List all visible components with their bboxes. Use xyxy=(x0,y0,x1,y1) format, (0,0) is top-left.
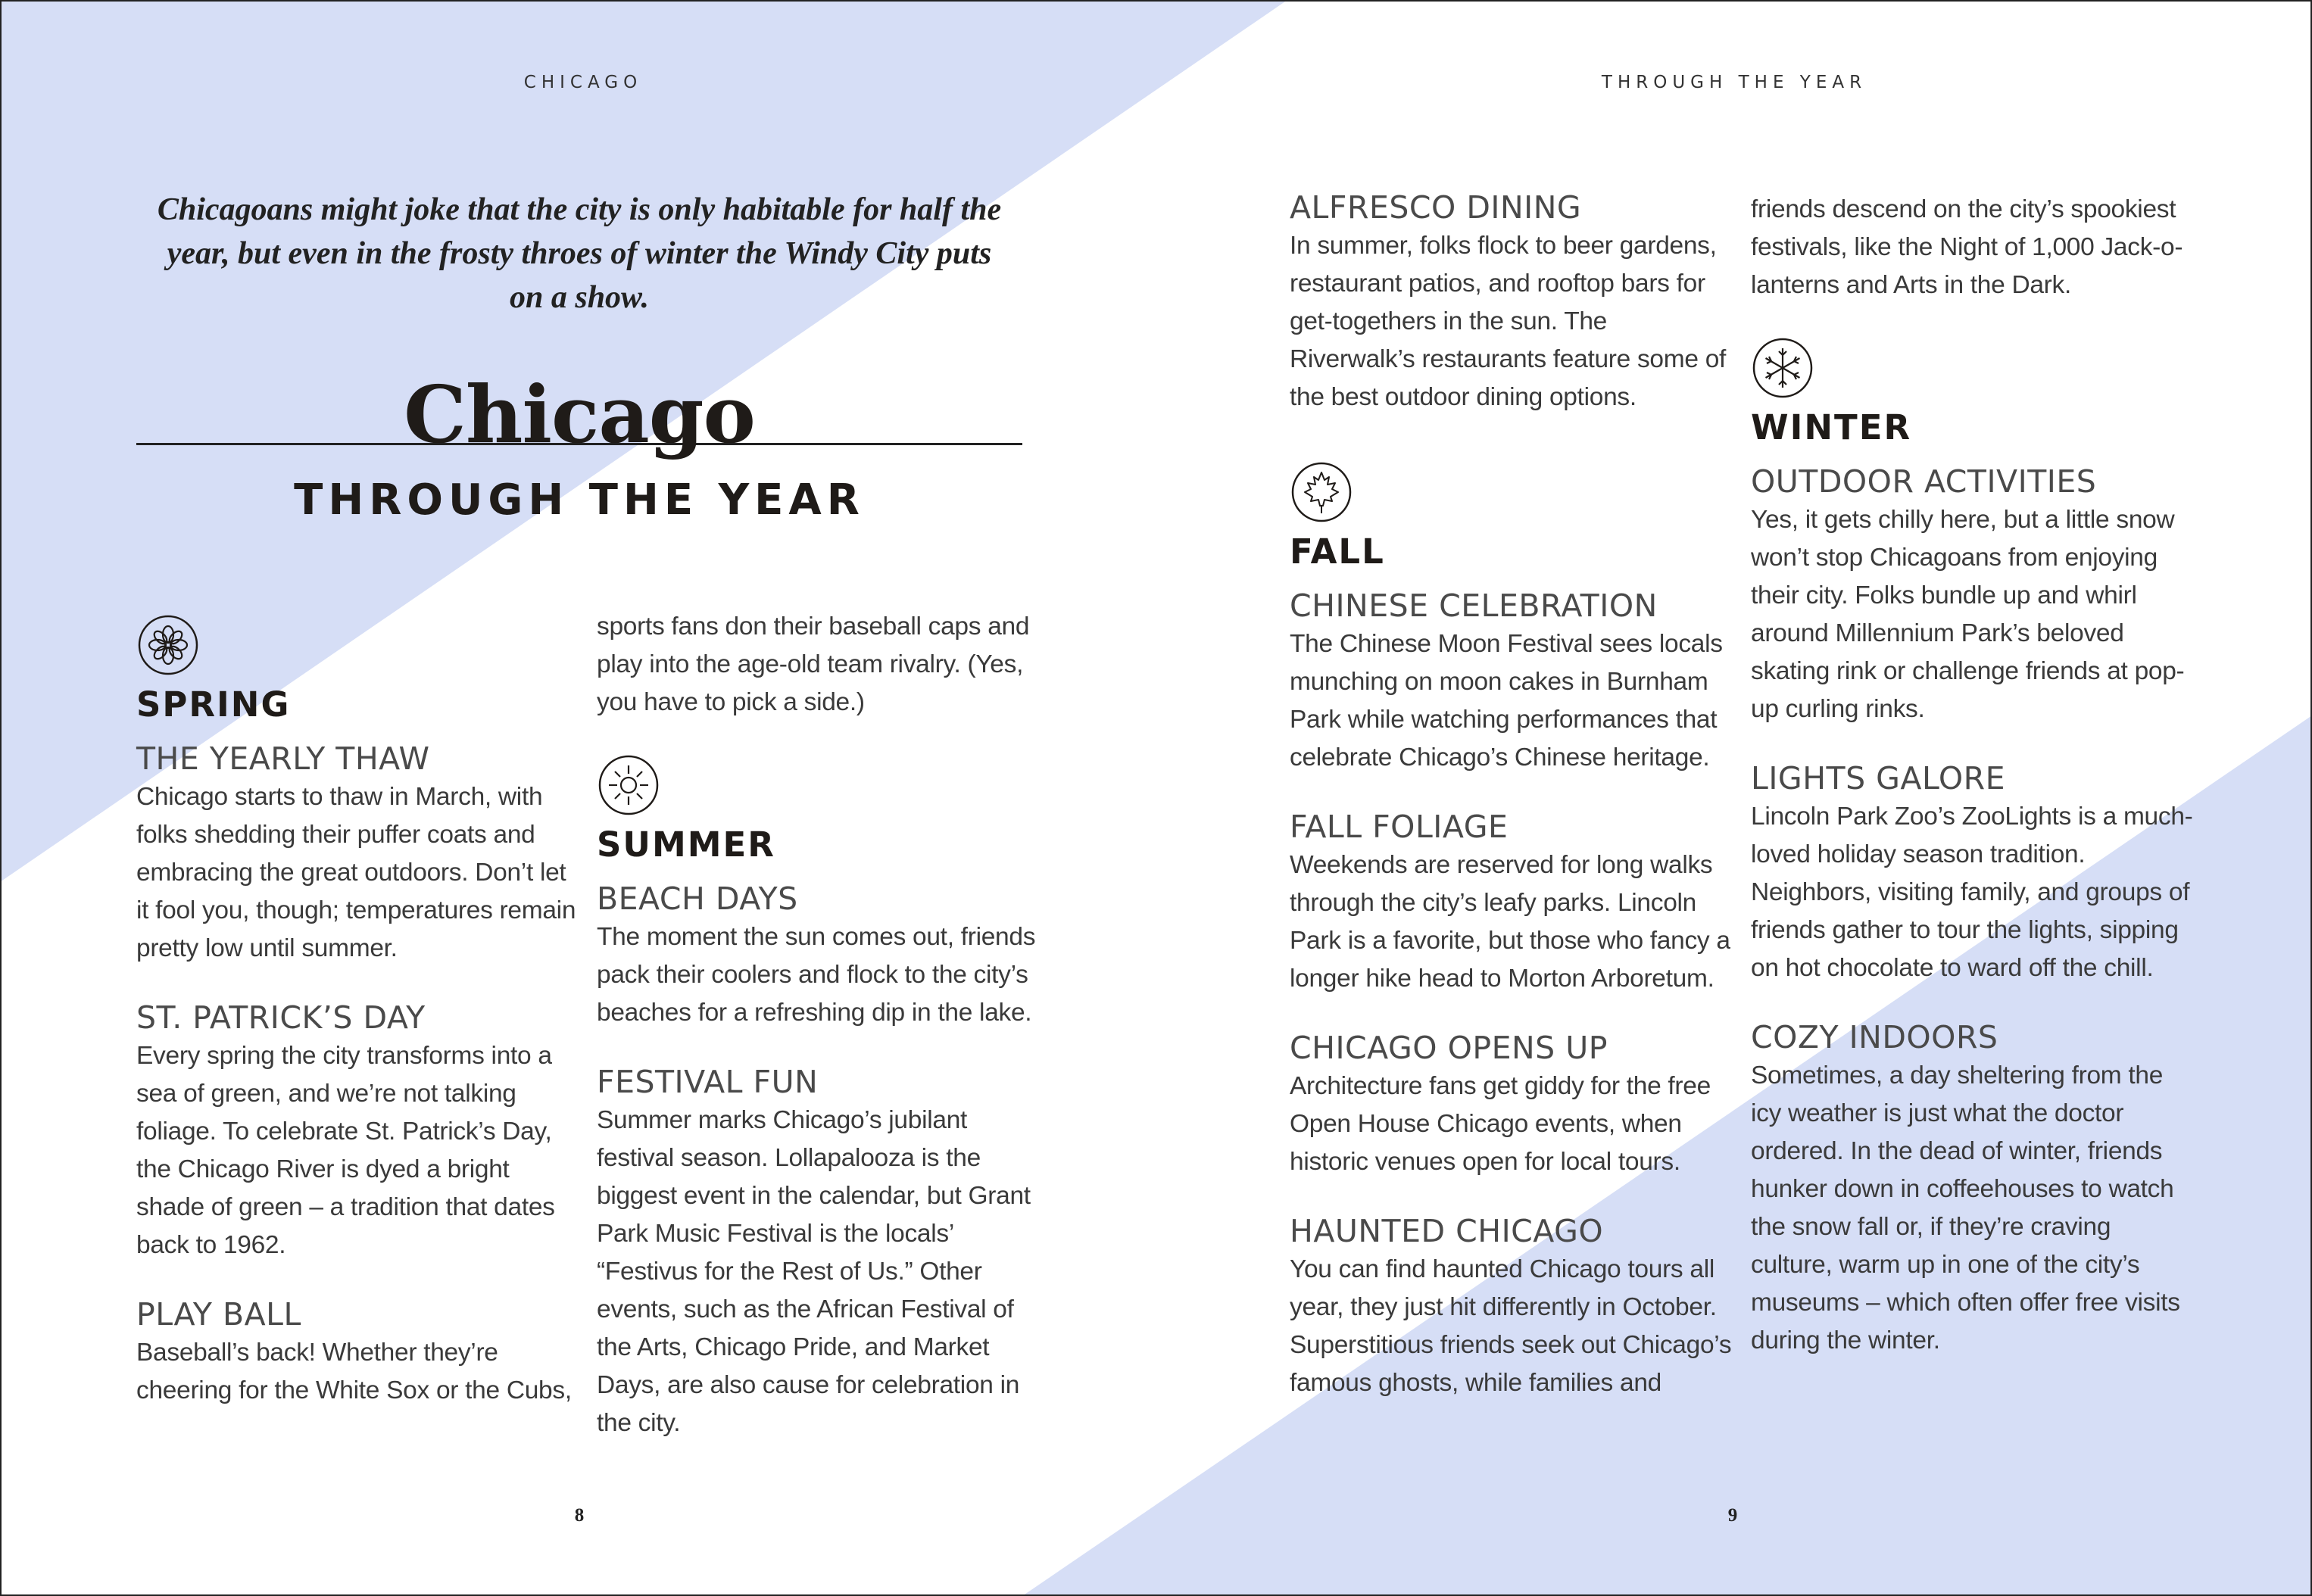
entry-heading: CHICAGO OPENS UP xyxy=(1290,1030,1608,1066)
column-spring xyxy=(136,613,583,1410)
entry-text: Baseball’s back! Whether they’re cheering for the White Sox or the Cubs, xyxy=(136,1339,572,1404)
snowflake-icon xyxy=(1751,336,1814,400)
sun-icon xyxy=(597,753,660,817)
continued-text: sports fans don their baseball caps and play into the age-old team rivalry. (Yes, you have to pick a side.) xyxy=(597,613,1030,716)
entry-text: Summer marks Chicago’s jubilant festival season. Lollapalooza is the biggest event in the calendar, but Grant Park Music Festival is the locals’ “Festivus for the Rest of Us.” Other events, such as the African Festival of the Arts, Chicago Pride, and Market Days, are also cause for celebration in the city. xyxy=(597,1106,1031,1437)
entry-lights-galore xyxy=(1751,759,2198,987)
entry-text: Weekends are reserved for long walks through the city’s leafy parks. Lincoln Park is a favorite, but those who fancy a longer hike head to Morton Arboretum. xyxy=(1290,851,1730,993)
maple-leaf-icon xyxy=(1290,460,1353,524)
entry-text: Yes, it gets chilly here, but a little snow won’t stop Chicagoans from enjoying their city. Folks bundle up and whirl around Millennium Park’s beloved skating rink or challenge friends at pop-up curling rinks. xyxy=(1751,506,2185,723)
column-winter xyxy=(1751,191,2198,1360)
entry-text: Lincoln Park Zoo’s ZooLights is a much-loved holiday season tradition. Neighbors, visiting family, and groups of friends gather to tour the lights, sipping on hot chocolate to ward off the chill. xyxy=(1751,803,2193,982)
entry-haunted-chicago xyxy=(1290,1211,1736,1402)
entry-text: Architecture fans get giddy for the free Open House Chicago events, when historic venues open for local tours. xyxy=(1290,1072,1711,1176)
entry-heading: LIGHTS GALORE xyxy=(1751,760,2006,796)
entry-heading: BEACH DAYS xyxy=(597,881,798,917)
entry-heading: OUTDOOR ACTIVITIES xyxy=(1751,463,2097,500)
entry-chicago-opens-up xyxy=(1290,1028,1736,1181)
entry-text: You can find haunted Chicago tours all year, they just hit differently in October. Superstitious friends seek out Chicago’s famous ghosts, while families and xyxy=(1290,1255,1732,1397)
intro-quote: Chicagoans might joke that the city is only habitable for half the year, but even in the frosty throes of winter the Windy City puts on a show. xyxy=(157,192,1002,315)
entry-text: Every spring the city transforms into a sea of green, and we’re not talking foliage. To celebrate St. Patrick’s Day, the Chicago River is dyed a bright shade of green – a tradition that dates back to 1962. xyxy=(136,1042,555,1259)
entry-heading: THE YEARLY THAW xyxy=(136,740,430,777)
entry-yearly-thaw xyxy=(136,739,583,968)
season-spring: SPRING xyxy=(136,684,291,725)
entry-chinese-celebration xyxy=(1290,586,1736,777)
entry-text: The Chinese Moon Festival sees locals munching on moon cakes in Burnham Park while watching performances that celebrate Chicago’s Chinese heritage. xyxy=(1290,630,1723,772)
entry-heading: ALFRESCO DINING xyxy=(1290,189,1582,226)
page-number-right: 9 xyxy=(1727,1505,1738,1526)
running-head-right: THROUGH THE YEAR xyxy=(1601,73,1867,92)
entry-st-patricks-day xyxy=(136,998,583,1264)
entry-heading: FESTIVAL FUN xyxy=(597,1064,819,1100)
page-title: Chicago xyxy=(404,368,755,461)
entry-heading: FALL FOLIAGE xyxy=(1290,809,1509,845)
entry-outdoor-activities xyxy=(1751,462,2198,728)
entry-heading: CHINESE CELEBRATION xyxy=(1290,588,1658,624)
continued-text: friends descend on the city’s spookiest festivals, like the Night of 1,000 Jack-o-lanterns and Arts in the Dark. xyxy=(1751,195,2183,299)
entry-text: In summer, folks flock to beer gardens, restaurant patios, and rooftop bars for get-togethers in the sun. The Riverwalk’s restaurants feature some of the best outdoor dining options. xyxy=(1290,232,1727,411)
column-fall xyxy=(1290,188,1736,1402)
entry-heading: ST. PATRICK’S DAY xyxy=(136,999,426,1036)
entry-festival-fun xyxy=(597,1062,1044,1442)
flower-icon xyxy=(136,613,200,677)
running-head-left: CHICAGO xyxy=(523,73,643,92)
season-summer: SUMMER xyxy=(597,824,775,865)
season-fall: FALL xyxy=(1290,531,1385,572)
entry-text: Chicago starts to thaw in March, with folks shedding their puffer coats and embracing the great outdoors. Don’t let it fool you, though; temperatures remain pretty low until summer. xyxy=(136,783,576,962)
entry-alfresco-dining xyxy=(1290,188,1736,416)
entry-text: The moment the sun comes out, friends pack their coolers and flock to the city’s beaches for a refreshing dip in the lake. xyxy=(597,923,1036,1027)
entry-text: Sometimes, a day sheltering from the icy weather is just what the doctor ordered. In the dead of winter, friends hunker down in coffeehouses to watch the snow fall or, if they’re craving culture, warm up in one of the city’s museums – which often offer free visits during the winter. xyxy=(1751,1061,2180,1354)
page-subtitle: THROUGH THE YEAR xyxy=(294,475,865,525)
entry-cozy-indoors xyxy=(1751,1018,2198,1360)
entry-beach-days xyxy=(597,879,1044,1032)
entry-fall-foliage xyxy=(1290,807,1736,998)
entry-heading: HAUNTED CHICAGO xyxy=(1290,1213,1604,1249)
entry-heading: PLAY BALL xyxy=(136,1296,301,1333)
season-winter: WINTER xyxy=(1751,407,1912,447)
entry-heading: COZY INDOORS xyxy=(1751,1019,1998,1055)
entry-play-ball xyxy=(136,1295,583,1410)
page-number-left: 8 xyxy=(574,1505,585,1526)
column-summer xyxy=(597,608,1044,1442)
